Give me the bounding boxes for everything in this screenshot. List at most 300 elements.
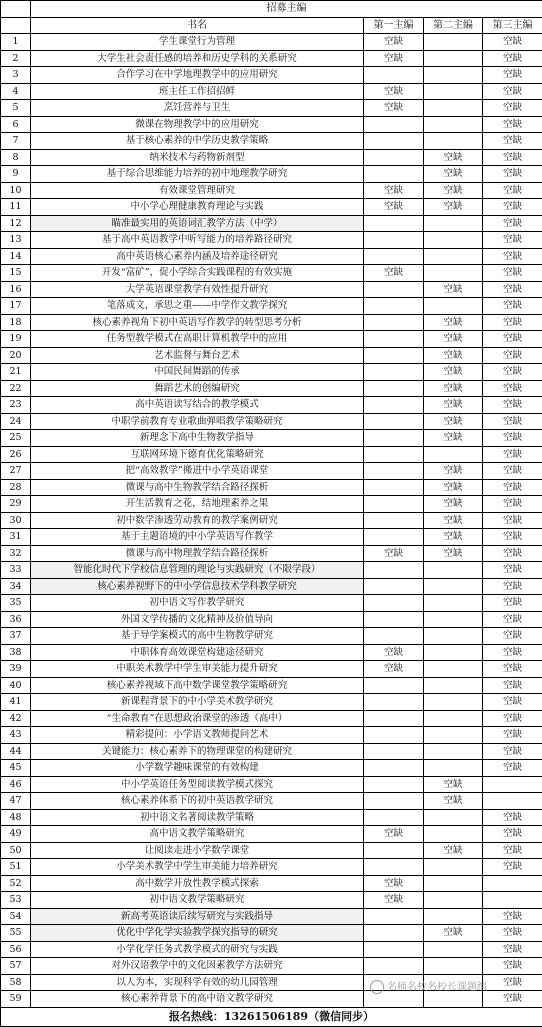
third-editor-status: 空缺 — [483, 529, 542, 546]
book-title: 初中语文写作教学研究 — [31, 595, 364, 612]
third-editor-status: 空缺 — [483, 842, 542, 859]
book-title: 大学英语课堂教学有效性提升研究 — [31, 281, 364, 298]
first-editor-status — [364, 397, 424, 414]
table-row — [1, 83, 542, 100]
book-title: 高中英语核心素养内涵及培养途径研究 — [31, 248, 364, 265]
first-editor-status — [364, 67, 424, 84]
third-editor-status: 空缺 — [483, 430, 542, 447]
third-editor-status: 空缺 — [483, 974, 542, 991]
book-title: 开生活教育之花，结地理素养之果 — [31, 496, 364, 513]
book-title: 基于高中英语教学中听写能力的培养路径研究 — [31, 232, 364, 249]
table-row — [1, 743, 542, 760]
row-number: 33 — [1, 562, 31, 579]
second-editor-status — [424, 941, 483, 958]
first-editor-status: 空缺 — [364, 199, 424, 216]
second-editor-status — [424, 892, 483, 909]
first-editor-status — [364, 809, 424, 826]
first-editor-status — [364, 677, 424, 694]
first-editor-status: 空缺 — [364, 644, 424, 661]
third-editor-status: 空缺 — [483, 446, 542, 463]
book-title: 基于核心素养的中学历史教学策略 — [31, 133, 364, 150]
third-editor-status: 空缺 — [483, 578, 542, 595]
first-editor-status — [364, 281, 424, 298]
column-header-second-editor: 第二主编 — [424, 17, 483, 34]
second-editor-status: 空缺 — [424, 347, 483, 364]
first-editor-status — [364, 941, 424, 958]
book-title: 班主任工作招招鲜 — [31, 83, 364, 100]
first-editor-status — [364, 562, 424, 579]
row-number: 56 — [1, 941, 31, 958]
row-number: 7 — [1, 133, 31, 150]
table-row — [1, 413, 542, 430]
second-editor-status — [424, 116, 483, 133]
second-editor-status: 空缺 — [424, 925, 483, 942]
second-editor-status — [424, 248, 483, 265]
row-number: 14 — [1, 248, 31, 265]
second-editor-status — [424, 50, 483, 67]
third-editor-status: 空缺 — [483, 595, 542, 612]
first-editor-status: 空缺 — [364, 100, 424, 117]
second-editor-status: 空缺 — [424, 512, 483, 529]
table-row — [1, 430, 542, 447]
row-number: 41 — [1, 694, 31, 711]
table-row — [1, 50, 542, 67]
third-editor-status: 空缺 — [483, 83, 542, 100]
second-editor-status — [424, 83, 483, 100]
book-title: 中职体育高效课堂构建途径研究 — [31, 644, 364, 661]
first-editor-status — [364, 380, 424, 397]
first-editor-status — [364, 908, 424, 925]
row-number: 11 — [1, 199, 31, 216]
book-title: 中小学心理健康教育理论与实践 — [31, 199, 364, 216]
table-row — [1, 347, 542, 364]
table-row — [1, 397, 542, 414]
header-empty-cell — [1, 1, 31, 18]
second-editor-status — [424, 760, 483, 777]
row-number: 27 — [1, 463, 31, 480]
row-number: 55 — [1, 925, 31, 942]
table-row — [1, 331, 542, 348]
first-editor-status — [364, 248, 424, 265]
hotline-text: 报名热线：13261506189（微信同步） — [1, 1007, 542, 1026]
row-number: 31 — [1, 529, 31, 546]
header-row-group — [1, 1, 542, 18]
second-editor-status: 空缺 — [424, 182, 483, 199]
first-editor-status — [364, 958, 424, 975]
row-number: 35 — [1, 595, 31, 612]
column-header-third-editor: 第三主编 — [483, 17, 542, 34]
column-header-title: 书名 — [31, 17, 364, 34]
row-number: 2 — [1, 50, 31, 67]
second-editor-status: 空缺 — [424, 331, 483, 348]
footer-row — [1, 1007, 542, 1026]
table-row — [1, 463, 542, 480]
book-title: 互联网环境下德育优化策略研究 — [31, 446, 364, 463]
book-title: 关键能力：核心素养下的物理课堂的构建研究 — [31, 743, 364, 760]
second-editor-status: 空缺 — [424, 314, 483, 331]
book-title: 烹饪营养与卫生 — [31, 100, 364, 117]
third-editor-status: 空缺 — [483, 215, 542, 232]
book-title: 以人为本，实现科学有效的幼儿园管理 — [31, 974, 364, 991]
second-editor-status: 空缺 — [424, 413, 483, 430]
third-editor-status: 空缺 — [483, 298, 542, 315]
first-editor-status — [364, 364, 424, 381]
third-editor-status: 空缺 — [483, 661, 542, 678]
third-editor-status: 空缺 — [483, 644, 542, 661]
table-row — [1, 182, 542, 199]
third-editor-status: 空缺 — [483, 232, 542, 249]
second-editor-status: 空缺 — [424, 380, 483, 397]
third-editor-status: 空缺 — [483, 149, 542, 166]
book-title: 新高考英语读后续写研究与实践指导 — [31, 908, 364, 925]
second-editor-status — [424, 628, 483, 645]
book-title: 小学数学趣味课堂的有效构建 — [31, 760, 364, 777]
first-editor-status: 空缺 — [364, 875, 424, 892]
third-editor-status: 空缺 — [483, 413, 542, 430]
second-editor-status — [424, 908, 483, 925]
book-title: 微课在物理教学中的应用研究 — [31, 116, 364, 133]
row-number: 28 — [1, 479, 31, 496]
second-editor-status — [424, 710, 483, 727]
second-editor-status — [424, 661, 483, 678]
row-number: 1 — [1, 34, 31, 51]
row-number: 50 — [1, 842, 31, 859]
second-editor-status — [424, 859, 483, 876]
row-number: 16 — [1, 281, 31, 298]
second-editor-status — [424, 265, 483, 282]
table-row — [1, 314, 542, 331]
table-row — [1, 677, 542, 694]
book-title: 高中数学开放性教学模式探索 — [31, 875, 364, 892]
column-header-first-editor: 第一主编 — [364, 17, 424, 34]
third-editor-status: 空缺 — [483, 809, 542, 826]
table-row — [1, 199, 542, 216]
row-number: 51 — [1, 859, 31, 876]
row-number: 45 — [1, 760, 31, 777]
table-row — [1, 133, 542, 150]
table-row — [1, 149, 542, 166]
first-editor-status — [364, 727, 424, 744]
third-editor-status: 空缺 — [483, 611, 542, 628]
table-row — [1, 941, 542, 958]
table-row — [1, 644, 542, 661]
third-editor-status: 空缺 — [483, 941, 542, 958]
book-title: 对外汉语教学中的文化因素教学方法研究 — [31, 958, 364, 975]
book-title: 核心素养体系下的初中英语教学研究 — [31, 793, 364, 810]
book-title: 中职学前教育专业歌曲弹唱教学策略研究 — [31, 413, 364, 430]
book-title: 舞蹈艺术的创编研究 — [31, 380, 364, 397]
row-number: 47 — [1, 793, 31, 810]
wechat-icon — [370, 980, 384, 994]
book-title: 有效课堂管理研究 — [31, 182, 364, 199]
third-editor-status: 空缺 — [483, 562, 542, 579]
table-row — [1, 166, 542, 183]
table-row — [1, 545, 542, 562]
book-title: 智能化时代下学校信息管理的理论与实践研究（不限学段） — [31, 562, 364, 579]
first-editor-status: 空缺 — [364, 892, 424, 909]
table-row — [1, 595, 542, 612]
row-number: 46 — [1, 776, 31, 793]
row-number: 39 — [1, 661, 31, 678]
table-row — [1, 67, 542, 84]
third-editor-status: 空缺 — [483, 991, 542, 1008]
row-number: 59 — [1, 991, 31, 1008]
book-title: 让阅读走进小学数学课堂 — [31, 842, 364, 859]
row-number: 58 — [1, 974, 31, 991]
row-number: 13 — [1, 232, 31, 249]
book-title: 中国民间舞蹈的传承 — [31, 364, 364, 381]
second-editor-status: 空缺 — [424, 545, 483, 562]
row-number: 26 — [1, 446, 31, 463]
third-editor-status — [483, 892, 542, 909]
row-number: 20 — [1, 347, 31, 364]
table-row — [1, 859, 542, 876]
first-editor-status — [364, 628, 424, 645]
second-editor-status — [424, 100, 483, 117]
first-editor-status — [364, 529, 424, 546]
third-editor-status: 空缺 — [483, 743, 542, 760]
table-row — [1, 364, 542, 381]
row-number: 37 — [1, 628, 31, 645]
book-title: 把“高效教学”搬进中小学英语课堂 — [31, 463, 364, 480]
first-editor-status: 空缺 — [364, 50, 424, 67]
row-number: 44 — [1, 743, 31, 760]
third-editor-status: 空缺 — [483, 380, 542, 397]
second-editor-status: 空缺 — [424, 199, 483, 216]
third-editor-status: 空缺 — [483, 166, 542, 183]
third-editor-status: 空缺 — [483, 34, 542, 51]
second-editor-status — [424, 67, 483, 84]
row-number: 34 — [1, 578, 31, 595]
first-editor-status — [364, 578, 424, 595]
second-editor-status: 空缺 — [424, 149, 483, 166]
second-editor-status: 空缺 — [424, 281, 483, 298]
first-editor-status — [364, 413, 424, 430]
third-editor-status: 空缺 — [483, 545, 542, 562]
first-editor-status — [364, 331, 424, 348]
table-row — [1, 562, 542, 579]
row-number: 4 — [1, 83, 31, 100]
second-editor-status — [424, 809, 483, 826]
row-number: 38 — [1, 644, 31, 661]
third-editor-status: 空缺 — [483, 100, 542, 117]
first-editor-status — [364, 710, 424, 727]
row-number: 54 — [1, 908, 31, 925]
row-number: 19 — [1, 331, 31, 348]
first-editor-status — [364, 314, 424, 331]
table-row — [1, 298, 542, 315]
row-number: 30 — [1, 512, 31, 529]
first-editor-status — [364, 859, 424, 876]
third-editor-status: 空缺 — [483, 116, 542, 133]
first-editor-status: 空缺 — [364, 83, 424, 100]
header-row-columns — [1, 17, 542, 34]
first-editor-status — [364, 611, 424, 628]
second-editor-status: 空缺 — [424, 793, 483, 810]
group-title: 招募主编 — [31, 1, 542, 18]
table-row — [1, 875, 542, 892]
book-title: 新课程背景下的中小学美术教学研究 — [31, 694, 364, 711]
first-editor-status — [364, 694, 424, 711]
first-editor-status: 空缺 — [364, 265, 424, 282]
book-title: 初中数学渗透劳动教育的教学案例研究 — [31, 512, 364, 529]
table-row — [1, 281, 542, 298]
third-editor-status: 空缺 — [483, 248, 542, 265]
book-title: 瞄准最实用的英语词汇教学方法（中学） — [31, 215, 364, 232]
first-editor-status — [364, 496, 424, 513]
book-title: 任务型教学模式在高职计算机教学中的应用 — [31, 331, 364, 348]
third-editor-status: 空缺 — [483, 677, 542, 694]
book-title: 开发“富矿”，促小学综合实践课程的有效实施 — [31, 265, 364, 282]
second-editor-status — [424, 958, 483, 975]
table-row — [1, 760, 542, 777]
second-editor-status — [424, 644, 483, 661]
row-number: 22 — [1, 380, 31, 397]
third-editor-status: 空缺 — [483, 331, 542, 348]
book-title: 核心素养视域下高中数学课堂教学策略研究 — [31, 677, 364, 694]
table-row — [1, 661, 542, 678]
table-row — [1, 215, 542, 232]
table-row — [1, 232, 542, 249]
third-editor-status: 空缺 — [483, 512, 542, 529]
table-row — [1, 529, 542, 546]
book-title: 外国文学传播的文化精神及价值导向 — [31, 611, 364, 628]
first-editor-status — [364, 479, 424, 496]
row-number: 48 — [1, 809, 31, 826]
first-editor-status — [364, 232, 424, 249]
row-number: 25 — [1, 430, 31, 447]
table-row — [1, 809, 542, 826]
first-editor-status — [364, 166, 424, 183]
first-editor-status — [364, 512, 424, 529]
row-number: 57 — [1, 958, 31, 975]
second-editor-status — [424, 694, 483, 711]
third-editor-status: 空缺 — [483, 67, 542, 84]
table-row — [1, 958, 542, 975]
watermark-text: 名师名校名校长课题组 — [387, 982, 487, 993]
row-number: 18 — [1, 314, 31, 331]
row-number: 24 — [1, 413, 31, 430]
row-number: 36 — [1, 611, 31, 628]
second-editor-status — [424, 595, 483, 612]
table-row — [1, 100, 542, 117]
first-editor-status — [364, 842, 424, 859]
second-editor-status — [424, 232, 483, 249]
third-editor-status: 空缺 — [483, 496, 542, 513]
row-number: 21 — [1, 364, 31, 381]
row-number: 15 — [1, 265, 31, 282]
first-editor-status — [364, 149, 424, 166]
book-title: 高中语文教学策略研究 — [31, 826, 364, 843]
book-title: 中职美术教学中学生审美能力提升研究 — [31, 661, 364, 678]
second-editor-status — [424, 562, 483, 579]
row-number: 23 — [1, 397, 31, 414]
table-row — [1, 908, 542, 925]
row-number: 43 — [1, 727, 31, 744]
first-editor-status: 空缺 — [364, 182, 424, 199]
first-editor-status — [364, 116, 424, 133]
second-editor-status — [424, 727, 483, 744]
third-editor-status: 空缺 — [483, 760, 542, 777]
third-editor-status — [483, 875, 542, 892]
first-editor-status — [364, 446, 424, 463]
book-title: 优化中学化学实验教学探究指导的研究 — [31, 925, 364, 942]
book-title: 艺术监督与舞台艺术 — [31, 347, 364, 364]
first-editor-status: 空缺 — [364, 34, 424, 51]
row-number: 52 — [1, 875, 31, 892]
row-number: 49 — [1, 826, 31, 843]
book-title: 核心素养背景下的高中语文教学研究 — [31, 991, 364, 1008]
first-editor-status — [364, 463, 424, 480]
row-number: 40 — [1, 677, 31, 694]
third-editor-status: 空缺 — [483, 397, 542, 414]
row-number: 5 — [1, 100, 31, 117]
second-editor-status: 空缺 — [424, 430, 483, 447]
third-editor-status: 空缺 — [483, 710, 542, 727]
third-editor-status: 空缺 — [483, 958, 542, 975]
first-editor-status — [364, 347, 424, 364]
first-editor-status — [364, 743, 424, 760]
third-editor-status: 空缺 — [483, 479, 542, 496]
row-number: 6 — [1, 116, 31, 133]
watermark — [370, 978, 487, 994]
book-title: 核心素养视野下的中小学信息技术学科教学研究 — [31, 578, 364, 595]
book-title: 纳米技术与药物新剂型 — [31, 149, 364, 166]
book-title: 小学美术教学中学生审美能力培养研究 — [31, 859, 364, 876]
second-editor-status — [424, 578, 483, 595]
first-editor-status — [364, 430, 424, 447]
table-row — [1, 265, 542, 282]
table-row — [1, 694, 542, 711]
third-editor-status: 空缺 — [483, 199, 542, 216]
row-number: 29 — [1, 496, 31, 513]
row-number: 3 — [1, 67, 31, 84]
table-row — [1, 776, 542, 793]
second-editor-status: 空缺 — [424, 496, 483, 513]
first-editor-status — [364, 298, 424, 315]
second-editor-status — [424, 298, 483, 315]
book-title: 合作学习在中学地理教学中的应用研究 — [31, 67, 364, 84]
table-row — [1, 34, 542, 51]
second-editor-status: 空缺 — [424, 463, 483, 480]
table-row — [1, 479, 542, 496]
book-title: 微课与高中物理教学结合路径探析 — [31, 545, 364, 562]
table-row — [1, 116, 542, 133]
second-editor-status — [424, 133, 483, 150]
third-editor-status: 空缺 — [483, 182, 542, 199]
header-number-cell — [1, 17, 31, 34]
book-title: 大学生社会责任感的培养和历史学科的关系研究 — [31, 50, 364, 67]
second-editor-status — [424, 446, 483, 463]
first-editor-status: 空缺 — [364, 545, 424, 562]
table-row — [1, 248, 542, 265]
third-editor-status: 空缺 — [483, 859, 542, 876]
first-editor-status — [364, 760, 424, 777]
book-title: 精彩提问：小学语文教师提问艺术 — [31, 727, 364, 744]
book-title: 笔落成文，承思之重——中学作文教学探究 — [31, 298, 364, 315]
second-editor-status: 空缺 — [424, 397, 483, 414]
first-editor-status — [364, 793, 424, 810]
third-editor-status: 空缺 — [483, 133, 542, 150]
book-title: 学生课堂行为管理 — [31, 34, 364, 51]
table-row — [1, 710, 542, 727]
third-editor-status: 空缺 — [483, 463, 542, 480]
second-editor-status — [424, 215, 483, 232]
table-row — [1, 611, 542, 628]
book-title: 小学化学任务式教学模式的研究与实践 — [31, 941, 364, 958]
row-number: 42 — [1, 710, 31, 727]
table-row — [1, 578, 542, 595]
